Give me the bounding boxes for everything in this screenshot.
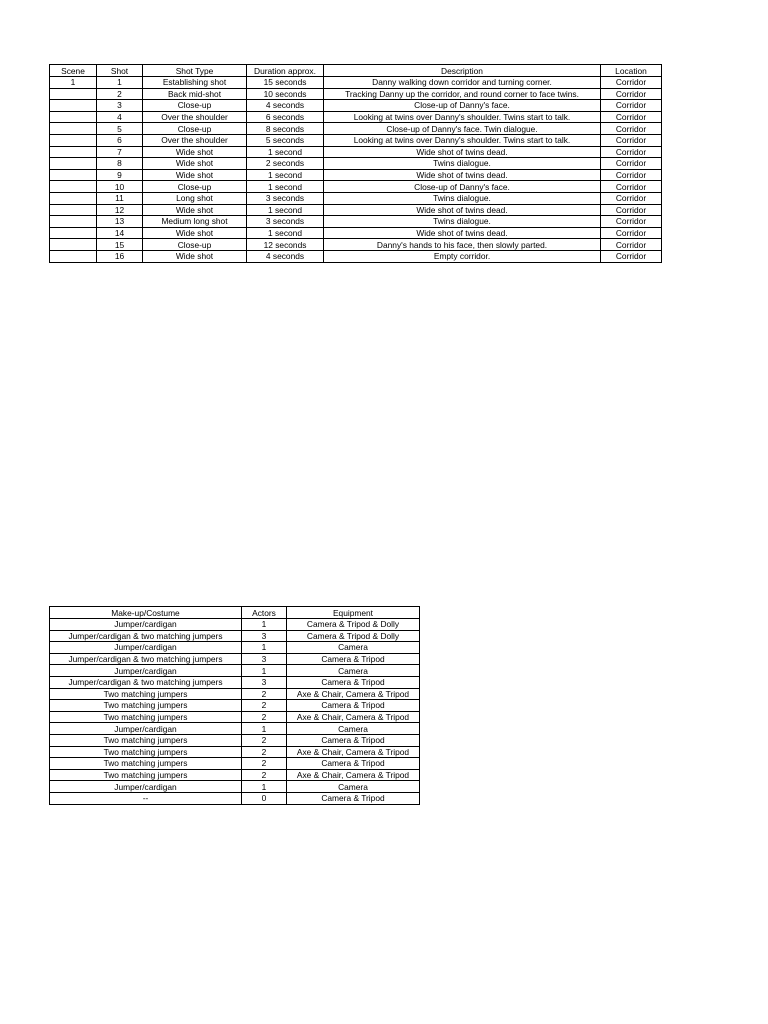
table-row [50, 781, 420, 793]
cell-makeup-costume: Jumper/cardigan [50, 723, 242, 735]
cell-actors: 1 [242, 665, 287, 677]
shot-list-header-row [50, 65, 662, 77]
production-header-row [50, 607, 420, 619]
cell-equipment: Axe & Chair, Camera & Tripod [287, 688, 420, 700]
cell-duration: 3 seconds [247, 192, 324, 204]
cell-shot: 15 [97, 239, 143, 251]
cell-actors: 1 [242, 781, 287, 793]
cell-actors: 2 [242, 758, 287, 770]
cell-location: Corridor [601, 204, 662, 216]
table-row [50, 227, 662, 239]
cell-description: Wide shot of twins dead. [324, 227, 601, 239]
cell-actors: 1 [242, 723, 287, 735]
cell-description: Danny walking down corridor and turning corner. [324, 77, 601, 89]
cell-location: Corridor [601, 169, 662, 181]
cell-description: Twins dialogue. [324, 158, 601, 170]
cell-description: Wide shot of twins dead. [324, 169, 601, 181]
cell-makeup-costume: Jumper/cardigan & two matching jumpers [50, 653, 242, 665]
cell-duration: 1 second [247, 181, 324, 193]
cell-shot-type: Back mid-shot [143, 88, 247, 100]
cell-scene [50, 216, 97, 228]
cell-description: Wide shot of twins dead. [324, 146, 601, 158]
table-row [50, 123, 662, 135]
cell-scene [50, 169, 97, 181]
cell-shot: 16 [97, 250, 143, 262]
cell-actors: 3 [242, 653, 287, 665]
table-row [50, 630, 420, 642]
cell-location: Corridor [601, 100, 662, 112]
production-table [49, 606, 420, 805]
table-row [50, 734, 420, 746]
table-row [50, 769, 420, 781]
cell-scene [50, 239, 97, 251]
cell-shot-type: Over the shoulder [143, 111, 247, 123]
cell-shot-type: Wide shot [143, 250, 247, 262]
cell-shot: 13 [97, 216, 143, 228]
cell-shot: 6 [97, 134, 143, 146]
cell-shot: 5 [97, 123, 143, 135]
header-shot-type: Shot Type [143, 65, 247, 77]
cell-equipment: Camera & Tripod & Dolly [287, 619, 420, 631]
cell-duration: 2 seconds [247, 158, 324, 170]
table-row [50, 711, 420, 723]
table-row [50, 250, 662, 262]
cell-equipment: Camera & Tripod [287, 792, 420, 804]
cell-duration: 1 second [247, 204, 324, 216]
cell-scene [50, 227, 97, 239]
header-equipment: Equipment [287, 607, 420, 619]
cell-shot: 10 [97, 181, 143, 193]
cell-location: Corridor [601, 123, 662, 135]
header-duration: Duration approx. [247, 65, 324, 77]
cell-equipment: Camera & Tripod [287, 653, 420, 665]
cell-shot-type: Wide shot [143, 146, 247, 158]
cell-duration: 5 seconds [247, 134, 324, 146]
cell-actors: 3 [242, 630, 287, 642]
production-body [50, 619, 420, 805]
header-description: Description [324, 65, 601, 77]
cell-scene [50, 204, 97, 216]
header-scene: Scene [50, 65, 97, 77]
cell-scene [50, 192, 97, 204]
cell-duration: 12 seconds [247, 239, 324, 251]
cell-shot-type: Close-up [143, 100, 247, 112]
table-row [50, 100, 662, 112]
cell-makeup-costume: Two matching jumpers [50, 700, 242, 712]
table-row [50, 746, 420, 758]
cell-equipment: Camera [287, 723, 420, 735]
table-row [50, 758, 420, 770]
cell-makeup-costume: Two matching jumpers [50, 746, 242, 758]
cell-equipment: Camera & Tripod [287, 676, 420, 688]
cell-equipment: Camera & Tripod & Dolly [287, 630, 420, 642]
cell-description: Twins dialogue. [324, 192, 601, 204]
table-row [50, 146, 662, 158]
cell-location: Corridor [601, 158, 662, 170]
cell-shot: 2 [97, 88, 143, 100]
cell-description: Tracking Danny up the corridor, and round corner to face twins. [324, 88, 601, 100]
table-row [50, 77, 662, 89]
cell-shot-type: Close-up [143, 123, 247, 135]
cell-actors: 0 [242, 792, 287, 804]
table-row [50, 204, 662, 216]
cell-location: Corridor [601, 250, 662, 262]
cell-makeup-costume: Jumper/cardigan & two matching jumpers [50, 676, 242, 688]
cell-scene [50, 146, 97, 158]
cell-makeup-costume: Two matching jumpers [50, 758, 242, 770]
cell-shot: 9 [97, 169, 143, 181]
cell-description: Empty corridor. [324, 250, 601, 262]
cell-equipment: Camera [287, 781, 420, 793]
table-row [50, 642, 420, 654]
cell-makeup-costume: -- [50, 792, 242, 804]
shot-list-body [50, 77, 662, 263]
cell-shot-type: Close-up [143, 239, 247, 251]
cell-makeup-costume: Jumper/cardigan [50, 665, 242, 677]
table-row [50, 792, 420, 804]
cell-actors: 1 [242, 642, 287, 654]
table-row [50, 676, 420, 688]
cell-location: Corridor [601, 227, 662, 239]
cell-description: Close-up of Danny's face. [324, 100, 601, 112]
cell-makeup-costume: Two matching jumpers [50, 769, 242, 781]
cell-description: Close-up of Danny's face. Twin dialogue. [324, 123, 601, 135]
cell-duration: 10 seconds [247, 88, 324, 100]
table-row [50, 688, 420, 700]
cell-shot: 12 [97, 204, 143, 216]
header-shot: Shot [97, 65, 143, 77]
cell-actors: 3 [242, 676, 287, 688]
cell-description: Looking at twins over Danny's shoulder. Twins start to talk. [324, 134, 601, 146]
table-row [50, 723, 420, 735]
cell-location: Corridor [601, 77, 662, 89]
cell-location: Corridor [601, 216, 662, 228]
cell-duration: 15 seconds [247, 77, 324, 89]
cell-description: Wide shot of twins dead. [324, 204, 601, 216]
cell-location: Corridor [601, 134, 662, 146]
cell-makeup-costume: Jumper/cardigan & two matching jumpers [50, 630, 242, 642]
table-row [50, 88, 662, 100]
cell-duration: 8 seconds [247, 123, 324, 135]
cell-shot: 7 [97, 146, 143, 158]
cell-shot: 14 [97, 227, 143, 239]
cell-scene: 1 [50, 77, 97, 89]
cell-shot-type: Establishing shot [143, 77, 247, 89]
cell-duration: 1 second [247, 227, 324, 239]
cell-location: Corridor [601, 111, 662, 123]
table-row [50, 181, 662, 193]
table-row [50, 700, 420, 712]
cell-description: Twins dialogue. [324, 216, 601, 228]
cell-actors: 2 [242, 700, 287, 712]
table-row [50, 134, 662, 146]
cell-actors: 2 [242, 734, 287, 746]
table-row [50, 111, 662, 123]
cell-location: Corridor [601, 181, 662, 193]
cell-equipment: Camera & Tripod [287, 700, 420, 712]
cell-location: Corridor [601, 239, 662, 251]
cell-actors: 2 [242, 769, 287, 781]
cell-scene [50, 111, 97, 123]
cell-makeup-costume: Jumper/cardigan [50, 642, 242, 654]
cell-scene [50, 181, 97, 193]
cell-shot-type: Long shot [143, 192, 247, 204]
cell-description: Close-up of Danny's face. [324, 181, 601, 193]
cell-duration: 3 seconds [247, 216, 324, 228]
cell-actors: 2 [242, 688, 287, 700]
cell-actors: 2 [242, 711, 287, 723]
cell-shot-type: Wide shot [143, 158, 247, 170]
cell-shot: 3 [97, 100, 143, 112]
cell-scene [50, 134, 97, 146]
cell-shot: 8 [97, 158, 143, 170]
table-row [50, 239, 662, 251]
cell-shot: 1 [97, 77, 143, 89]
cell-description: Danny's hands to his face, then slowly parted. [324, 239, 601, 251]
cell-actors: 2 [242, 746, 287, 758]
cell-shot-type: Medium long shot [143, 216, 247, 228]
cell-actors: 1 [242, 619, 287, 631]
table-row [50, 192, 662, 204]
cell-equipment: Axe & Chair, Camera & Tripod [287, 711, 420, 723]
cell-makeup-costume: Jumper/cardigan [50, 619, 242, 631]
cell-scene [50, 250, 97, 262]
cell-equipment: Camera [287, 665, 420, 677]
cell-scene [50, 123, 97, 135]
cell-shot: 11 [97, 192, 143, 204]
cell-equipment: Camera [287, 642, 420, 654]
table-row [50, 665, 420, 677]
cell-shot-type: Wide shot [143, 169, 247, 181]
cell-duration: 6 seconds [247, 111, 324, 123]
table-row [50, 619, 420, 631]
table-row [50, 158, 662, 170]
cell-duration: 4 seconds [247, 100, 324, 112]
cell-shot-type: Wide shot [143, 227, 247, 239]
cell-location: Corridor [601, 192, 662, 204]
shot-list-table [49, 64, 662, 263]
table-row [50, 653, 420, 665]
cell-makeup-costume: Jumper/cardigan [50, 781, 242, 793]
cell-makeup-costume: Two matching jumpers [50, 734, 242, 746]
cell-duration: 1 second [247, 146, 324, 158]
cell-makeup-costume: Two matching jumpers [50, 711, 242, 723]
cell-shot-type: Wide shot [143, 204, 247, 216]
cell-location: Corridor [601, 88, 662, 100]
cell-shot-type: Over the shoulder [143, 134, 247, 146]
cell-duration: 1 second [247, 169, 324, 181]
cell-equipment: Axe & Chair, Camera & Tripod [287, 769, 420, 781]
table-row [50, 216, 662, 228]
cell-scene [50, 100, 97, 112]
cell-description: Looking at twins over Danny's shoulder. Twins start to talk. [324, 111, 601, 123]
cell-equipment: Camera & Tripod [287, 758, 420, 770]
header-actors: Actors [242, 607, 287, 619]
header-makeup-costume: Make-up/Costume [50, 607, 242, 619]
cell-location: Corridor [601, 146, 662, 158]
cell-shot-type: Close-up [143, 181, 247, 193]
cell-equipment: Axe & Chair, Camera & Tripod [287, 746, 420, 758]
cell-shot: 4 [97, 111, 143, 123]
table-row [50, 169, 662, 181]
cell-scene [50, 158, 97, 170]
header-location: Location [601, 65, 662, 77]
cell-makeup-costume: Two matching jumpers [50, 688, 242, 700]
cell-equipment: Camera & Tripod [287, 734, 420, 746]
cell-duration: 4 seconds [247, 250, 324, 262]
cell-scene [50, 88, 97, 100]
